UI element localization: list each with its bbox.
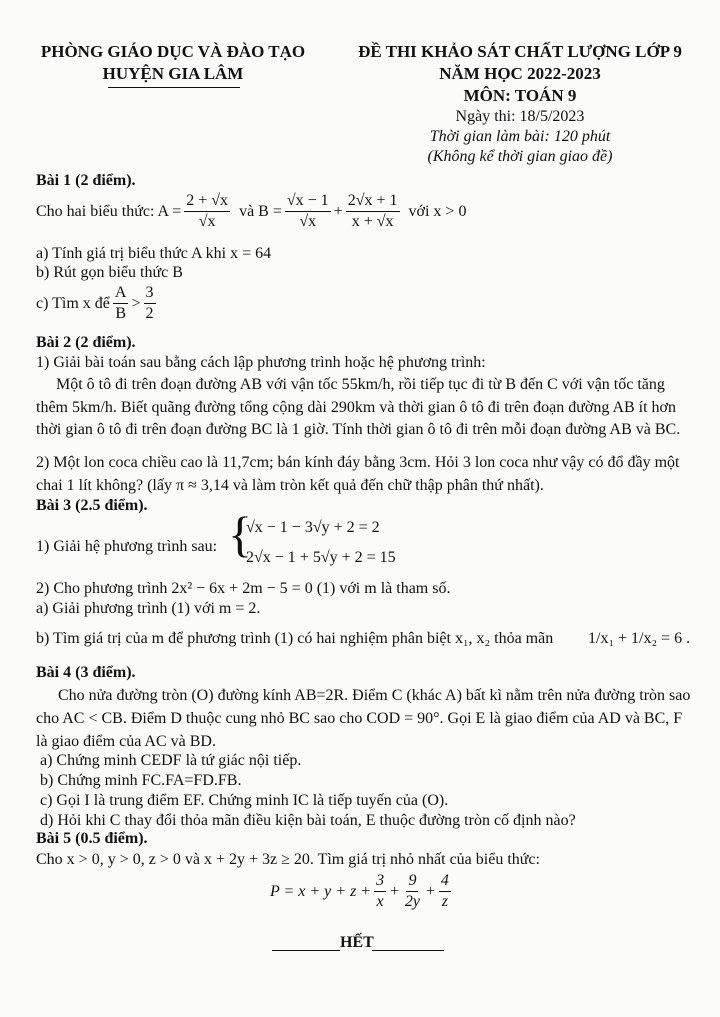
department-name: PHÒNG GIÁO DỤC VÀ ĐÀO TẠO [40, 42, 306, 61]
end-marker: HẾT [340, 934, 374, 951]
bai1-plus: + [333, 202, 343, 220]
fraction-4-over-z [439, 872, 451, 912]
fraction-a-over-b-denominator: B [115, 305, 127, 323]
fraction-b1-numerator: √x − 1 [285, 192, 331, 212]
fraction-a [184, 192, 230, 232]
fraction-4-over-z-numerator: 4 [439, 872, 451, 892]
end-line-right [372, 950, 444, 951]
fraction-three-halves-numerator: 3 [144, 284, 156, 304]
bai1-question-b: b) Rút gọn biểu thức B [36, 264, 183, 281]
greater-than: > [131, 294, 141, 312]
system-brace: { [228, 506, 252, 562]
bai1-condition: với x > 0 [408, 202, 467, 220]
bai2-part2: 2) Một lon coca chiều cao là 11,7cm; bán kính đáy bằng 3cm. Hỏi 3 lon coca như vậy có đổ đầy một chai 1 lít không? (lấy π ≈ 3,14 và làm tròn kết quả đến chữ thập phân thứ nhất). [36, 454, 680, 494]
fraction-4-over-z-denominator: z [441, 893, 448, 911]
fraction-9-over-2y-numerator: 9 [406, 872, 418, 892]
fraction-9-over-2y [403, 872, 422, 912]
fraction-b1-denominator: √x [299, 213, 317, 231]
exam-title: ĐỀ THI KHẢO SÁT CHẤT LƯỢNG LỚP 9 [358, 42, 682, 61]
bai1-intro: Cho hai biểu thức: A = [36, 202, 182, 220]
fraction-b2-numerator: 2√x + 1 [346, 192, 400, 212]
duration: Thời gian làm bài: 120 phút [429, 128, 611, 145]
fraction-three-halves-denominator: 2 [145, 305, 154, 323]
district-name: HUYỆN GIA LÂM [102, 64, 244, 83]
bai4-question-a: a) Chứng minh CEDF là tứ giác nội tiếp. [40, 752, 302, 769]
subject: MÔN: TOÁN 9 [463, 86, 577, 105]
fraction-b1 [285, 192, 331, 232]
fraction-3-over-x-denominator: x [376, 893, 384, 911]
fraction-a-denominator: √x [198, 213, 216, 231]
bai2-title: Bài 2 (2 điểm). [36, 334, 136, 351]
duration-note: (Không kể thời gian giao đề) [427, 148, 613, 165]
exam-date: Ngày thi: 18/5/2023 [455, 108, 585, 125]
bai3-title: Bài 3 (2.5 điểm). [36, 497, 148, 514]
end-line-left [272, 950, 340, 951]
bai1-question-c [36, 284, 159, 324]
bai4-title: Bài 4 (3 điểm). [36, 664, 136, 681]
bai4-question-c: c) Gọi I là trung điểm EF. Chứng minh IC là tiếp tuyến của (O). [40, 792, 449, 809]
bai1-expression [36, 192, 466, 232]
bai3-part1: 1) Giải hệ phương trình sau: [36, 538, 218, 555]
bai4-question-d: d) Hỏi khi C thay đổi thỏa mãn điều kiện bài toán, E thuộc đường tròn cố định nào? [40, 812, 576, 829]
bai4-intro: Cho nửa đường tròn (O) đường kính AB=2R. Điểm C (khác A) bất kì nằm trên nửa đường tròn sao cho AC < CB. Điểm D thuộc cung nhỏ BC sao cho COD = 90°. Gọi E là giao điểm của AD và BC, F là giao điểm của AC và BD. [36, 687, 691, 750]
fraction-3-over-x [374, 872, 386, 912]
header-divider [108, 87, 240, 88]
bai5-expression [270, 872, 454, 912]
fraction-a-over-b-numerator: A [113, 284, 129, 304]
fraction-9-over-2y-denominator: 2y [404, 893, 421, 911]
plus-sign: + [389, 882, 400, 900]
bai2-part1-body: Một ô tô đi trên đoạn đường AB với vận tốc 55km/h, rồi tiếp tục đi từ B đến C với vận tốc tăng thêm 5km/h. Biết quãng đường tổng cộng dài 290km và thời gian ô tô đi trên đoạn đường AB ít hơn thời gian ô tô đi trên đoạn đường BC là 1 giờ. Tính thời gian ô tô đi trên mỗi đoạn đường AB và BC. [36, 376, 681, 438]
bai5-expression-start: P = x + y + z + [270, 882, 372, 900]
bai1-title: Bài 1 (2 điểm). [36, 172, 136, 189]
bai1-and: và B = [239, 202, 282, 220]
fraction-a-numerator: 2 + √x [184, 192, 230, 212]
bai3-part2b: b) Tìm giá trị của m để phương trình (1) có hai nghiệm phân biệt x₁, x₂ thỏa mãn [36, 630, 554, 647]
school-year: NĂM HỌC 2022-2023 [439, 64, 601, 83]
system-equation-2: 2√x − 1 + 5√y + 2 = 15 [246, 549, 396, 566]
fraction-b2 [346, 192, 400, 232]
plus-sign: + [425, 882, 436, 900]
bai5-title: Bài 5 (0.5 điểm). [36, 830, 148, 847]
fraction-b2-denominator: x + √x [351, 213, 394, 231]
bai1-question-c-text: c) Tìm x để [36, 294, 110, 312]
bai3-part2: 2) Cho phương trình 2x² − 6x + 2m − 5 = 0 (1) với m là tham số. [36, 580, 451, 597]
fraction-three-halves [144, 284, 156, 324]
bai1-question-a: a) Tính giá trị biểu thức A khi x = 64 [36, 245, 272, 262]
bai3-condition-expression: 1/x₁ + 1/x₂ = 6 . [588, 630, 691, 647]
fraction-a-over-b [113, 284, 129, 324]
bai4-question-b: b) Chứng minh FC.FA=FD.FB. [40, 772, 242, 789]
bai3-part2a: a) Giải phương trình (1) với m = 2. [36, 600, 261, 617]
fraction-3-over-x-numerator: 3 [374, 872, 386, 892]
bai5-intro: Cho x > 0, y > 0, z > 0 và x + 2y + 3z ≥ 20. Tìm giá trị nhỏ nhất của biểu thức: [36, 851, 540, 868]
system-equation-1: √x − 1 − 3√y + 2 = 2 [246, 519, 380, 536]
bai2-part1: 1) Giải bài toán sau bằng cách lập phương trình hoặc hệ phương trình: [36, 354, 486, 371]
